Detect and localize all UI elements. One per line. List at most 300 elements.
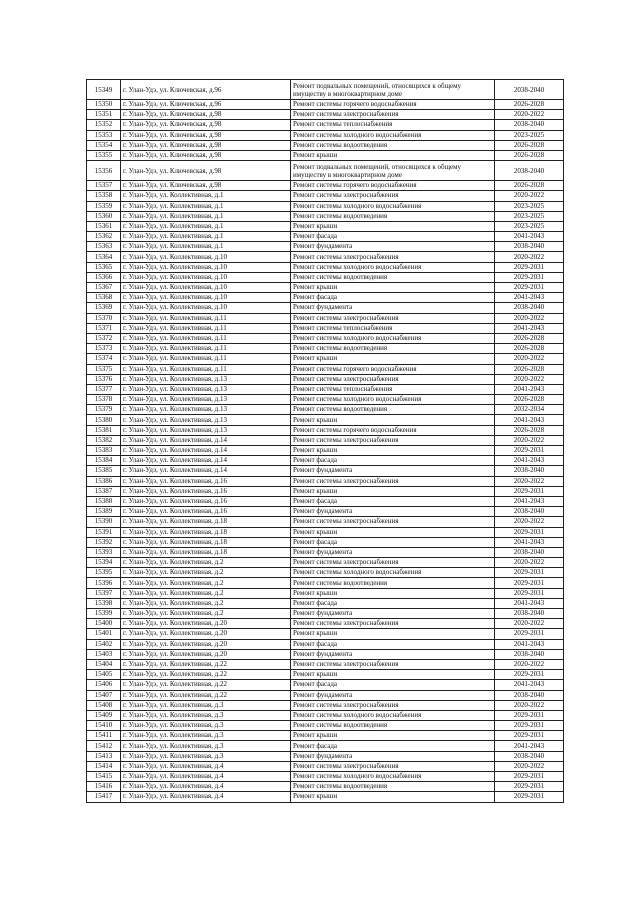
work-type-cell: Ремонт фундамента [291, 466, 495, 476]
table-row [87, 333, 564, 343]
period-cell: 2041-2043 [495, 496, 564, 506]
period-cell: 2023-2025 [495, 130, 564, 140]
work-type-cell: Ремонт крыши [291, 221, 495, 231]
table-row [87, 588, 564, 598]
period-cell: 2029-2031 [495, 731, 564, 741]
period-cell: 2029-2031 [495, 782, 564, 792]
work-type-cell: Ремонт системы электроснабжения [291, 619, 495, 629]
row-id-cell: 15357 [87, 181, 121, 191]
row-id-cell: 15370 [87, 313, 121, 323]
row-id-cell: 15407 [87, 690, 121, 700]
table-row [87, 323, 564, 333]
address-cell: г. Улан-Удэ, ул. Коллективная, д.3 [121, 741, 291, 751]
table-row [87, 476, 564, 486]
period-cell: 2041-2043 [495, 384, 564, 394]
address-cell: г. Улан-Удэ, ул. Коллективная, д.2 [121, 598, 291, 608]
work-type-cell: Ремонт фасада [291, 537, 495, 547]
work-type-cell: Ремонт системы холодного водоснабжения [291, 262, 495, 272]
table-row [87, 395, 564, 405]
work-type-cell: Ремонт системы водоотведения [291, 272, 495, 282]
row-id-cell: 15361 [87, 221, 121, 231]
address-cell: г. Улан-Удэ, ул. Коллективная, д.10 [121, 262, 291, 272]
period-cell: 2041-2043 [495, 293, 564, 303]
period-cell: 2029-2031 [495, 486, 564, 496]
address-cell: г. Улан-Удэ, ул. Коллективная, д.14 [121, 466, 291, 476]
table-row [87, 313, 564, 323]
address-cell: г. Улан-Удэ, ул. Коллективная, д.10 [121, 283, 291, 293]
address-cell: г. Улан-Удэ, ул. Ключевская, д.98 [121, 181, 291, 191]
table-row [87, 507, 564, 517]
row-id-cell: 15390 [87, 517, 121, 527]
table-row [87, 446, 564, 456]
row-id-cell: 15355 [87, 150, 121, 160]
table-row [87, 191, 564, 201]
row-id-cell: 15411 [87, 731, 121, 741]
work-type-cell: Ремонт крыши [291, 283, 495, 293]
work-type-cell: Ремонт системы электроснабжения [291, 517, 495, 527]
work-type-cell: Ремонт крыши [291, 150, 495, 160]
table-row [87, 211, 564, 221]
row-id-cell: 15350 [87, 100, 121, 110]
row-id-cell: 15402 [87, 639, 121, 649]
work-type-cell: Ремонт системы водоотведения [291, 405, 495, 415]
row-id-cell: 15358 [87, 191, 121, 201]
table-row [87, 741, 564, 751]
period-cell: 2026-2028 [495, 140, 564, 150]
row-id-cell: 15389 [87, 507, 121, 517]
work-type-cell: Ремонт фасада [291, 293, 495, 303]
period-cell: 2020-2022 [495, 558, 564, 568]
table-row [87, 609, 564, 619]
period-cell: 2026-2028 [495, 364, 564, 374]
address-cell: г. Улан-Удэ, ул. Коллективная, д.22 [121, 659, 291, 669]
period-cell: 2026-2028 [495, 344, 564, 354]
address-cell: г. Улан-Удэ, ул. Коллективная, д.1 [121, 191, 291, 201]
row-id-cell: 15354 [87, 140, 121, 150]
work-type-cell: Ремонт системы электроснабжения [291, 659, 495, 669]
row-id-cell: 15351 [87, 110, 121, 120]
row-id-cell: 15404 [87, 659, 121, 669]
work-type-cell: Ремонт крыши [291, 629, 495, 639]
address-cell: г. Улан-Удэ, ул. Ключевская, д.98 [121, 130, 291, 140]
table-row [87, 344, 564, 354]
table-row [87, 181, 564, 191]
address-cell: г. Улан-Удэ, ул. Ключевская, д.96 [121, 100, 291, 110]
address-cell: г. Улан-Удэ, ул. Коллективная, д.10 [121, 303, 291, 313]
row-id-cell: 15372 [87, 333, 121, 343]
period-cell: 2020-2022 [495, 374, 564, 384]
row-id-cell: 15384 [87, 456, 121, 466]
work-type-cell: Ремонт системы горячего водоснабжения [291, 364, 495, 374]
period-cell: 2020-2022 [495, 476, 564, 486]
row-id-cell: 15363 [87, 242, 121, 252]
work-type-cell: Ремонт системы холодного водоснабжения [291, 201, 495, 211]
period-cell: 2038-2040 [495, 547, 564, 557]
row-id-cell: 15356 [87, 161, 121, 181]
table-row [87, 272, 564, 282]
table-row [87, 80, 564, 100]
table-row [87, 120, 564, 130]
row-id-cell: 15412 [87, 741, 121, 751]
row-id-cell: 15377 [87, 384, 121, 394]
period-cell: 2041-2043 [495, 598, 564, 608]
table-row [87, 110, 564, 120]
work-type-cell: Ремонт крыши [291, 354, 495, 364]
row-id-cell: 15353 [87, 130, 121, 140]
period-cell: 2023-2025 [495, 221, 564, 231]
row-id-cell: 15393 [87, 547, 121, 557]
period-cell: 2029-2031 [495, 568, 564, 578]
work-type-cell: Ремонт фундамента [291, 751, 495, 761]
row-id-cell: 15413 [87, 751, 121, 761]
row-id-cell: 15416 [87, 782, 121, 792]
period-cell: 2020-2022 [495, 191, 564, 201]
work-type-cell: Ремонт системы водоотведения [291, 211, 495, 221]
row-id-cell: 15379 [87, 405, 121, 415]
address-cell: г. Улан-Удэ, ул. Коллективная, д.14 [121, 456, 291, 466]
table-row [87, 619, 564, 629]
table-row [87, 792, 564, 802]
table-row [87, 252, 564, 262]
address-cell: г. Улан-Удэ, ул. Коллективная, д.4 [121, 782, 291, 792]
row-id-cell: 15366 [87, 272, 121, 282]
period-cell: 2041-2043 [495, 537, 564, 547]
address-cell: г. Улан-Удэ, ул. Коллективная, д.2 [121, 588, 291, 598]
period-cell: 2023-2025 [495, 211, 564, 221]
table-row [87, 140, 564, 150]
period-cell: 2029-2031 [495, 446, 564, 456]
period-cell: 2038-2040 [495, 161, 564, 181]
table-row [87, 130, 564, 140]
period-cell: 2029-2031 [495, 283, 564, 293]
period-cell: 2038-2040 [495, 609, 564, 619]
table-row [87, 415, 564, 425]
period-cell: 2038-2040 [495, 649, 564, 659]
period-cell: 2023-2025 [495, 201, 564, 211]
table-row [87, 558, 564, 568]
work-type-cell: Ремонт системы холодного водоснабжения [291, 710, 495, 720]
work-type-cell: Ремонт системы электроснабжения [291, 313, 495, 323]
table-row [87, 639, 564, 649]
row-id-cell: 15376 [87, 374, 121, 384]
address-cell: г. Улан-Удэ, ул. Коллективная, д.11 [121, 344, 291, 354]
row-id-cell: 15391 [87, 527, 121, 537]
period-cell: 2038-2040 [495, 507, 564, 517]
work-type-cell: Ремонт фасада [291, 496, 495, 506]
row-id-cell: 15371 [87, 323, 121, 333]
address-cell: г. Улан-Удэ, ул. Коллективная, д.16 [121, 496, 291, 506]
row-id-cell: 15408 [87, 700, 121, 710]
period-cell: 2020-2022 [495, 517, 564, 527]
table-row [87, 466, 564, 476]
row-id-cell: 15375 [87, 364, 121, 374]
work-type-cell: Ремонт системы теплоснабжения [291, 384, 495, 394]
address-cell: г. Улан-Удэ, ул. Коллективная, д.1 [121, 211, 291, 221]
table-row [87, 731, 564, 741]
row-id-cell: 15385 [87, 466, 121, 476]
row-id-cell: 15398 [87, 598, 121, 608]
period-cell: 2020-2022 [495, 313, 564, 323]
period-cell: 2041-2043 [495, 639, 564, 649]
repair-schedule-table [86, 79, 564, 803]
period-cell: 2029-2031 [495, 527, 564, 537]
work-type-cell: Ремонт системы электроснабжения [291, 110, 495, 120]
period-cell: 2020-2022 [495, 354, 564, 364]
period-cell: 2020-2022 [495, 435, 564, 445]
address-cell: г. Улан-Удэ, ул. Коллективная, д.11 [121, 323, 291, 333]
work-type-cell: Ремонт системы холодного водоснабжения [291, 395, 495, 405]
period-cell: 2020-2022 [495, 700, 564, 710]
address-cell: г. Улан-Удэ, ул. Коллективная, д.4 [121, 761, 291, 771]
table-row [87, 537, 564, 547]
address-cell: г. Улан-Удэ, ул. Ключевская, д.98 [121, 150, 291, 160]
table-row [87, 547, 564, 557]
address-cell: г. Улан-Удэ, ул. Коллективная, д.20 [121, 629, 291, 639]
work-type-cell: Ремонт системы горячего водоснабжения [291, 425, 495, 435]
work-type-cell: Ремонт системы электроснабжения [291, 435, 495, 445]
address-cell: г. Улан-Удэ, ул. Коллективная, д.3 [121, 751, 291, 761]
period-cell: 2026-2028 [495, 150, 564, 160]
period-cell: 2041-2043 [495, 680, 564, 690]
row-id-cell: 15415 [87, 772, 121, 782]
period-cell: 2026-2028 [495, 395, 564, 405]
table-row [87, 751, 564, 761]
row-id-cell: 15374 [87, 354, 121, 364]
table-row [87, 517, 564, 527]
table-row [87, 629, 564, 639]
period-cell: 2041-2043 [495, 456, 564, 466]
address-cell: г. Улан-Удэ, ул. Коллективная, д.10 [121, 252, 291, 262]
table-row [87, 354, 564, 364]
table-row [87, 161, 564, 181]
table-row [87, 303, 564, 313]
table-row [87, 486, 564, 496]
row-id-cell: 15394 [87, 558, 121, 568]
row-id-cell: 15417 [87, 792, 121, 802]
period-cell: 2020-2022 [495, 252, 564, 262]
address-cell: г. Улан-Удэ, ул. Коллективная, д.11 [121, 364, 291, 374]
table-row [87, 578, 564, 588]
period-cell: 2038-2040 [495, 466, 564, 476]
period-cell: 2029-2031 [495, 578, 564, 588]
table-row [87, 659, 564, 669]
address-cell: г. Улан-Удэ, ул. Коллективная, д.10 [121, 272, 291, 282]
work-type-cell: Ремонт системы холодного водоснабжения [291, 568, 495, 578]
address-cell: г. Улан-Удэ, ул. Коллективная, д.2 [121, 609, 291, 619]
address-cell: г. Улан-Удэ, ул. Ключевская, д.98 [121, 161, 291, 181]
row-id-cell: 15383 [87, 446, 121, 456]
row-id-cell: 15349 [87, 80, 121, 100]
period-cell: 2038-2040 [495, 242, 564, 252]
address-cell: г. Улан-Удэ, ул. Ключевская, д.98 [121, 120, 291, 130]
row-id-cell: 15410 [87, 721, 121, 731]
address-cell: г. Улан-Удэ, ул. Коллективная, д.16 [121, 476, 291, 486]
address-cell: г. Улан-Удэ, ул. Коллективная, д.18 [121, 517, 291, 527]
period-cell: 2020-2022 [495, 659, 564, 669]
address-cell: г. Улан-Удэ, ул. Коллективная, д.2 [121, 568, 291, 578]
address-cell: г. Улан-Удэ, ул. Коллективная, д.1 [121, 242, 291, 252]
table-row [87, 405, 564, 415]
address-cell: г. Улан-Удэ, ул. Коллективная, д.13 [121, 415, 291, 425]
work-type-cell: Ремонт системы электроснабжения [291, 252, 495, 262]
address-cell: г. Улан-Удэ, ул. Коллективная, д.13 [121, 384, 291, 394]
period-cell: 2020-2022 [495, 761, 564, 771]
row-id-cell: 15368 [87, 293, 121, 303]
period-cell: 2029-2031 [495, 721, 564, 731]
address-cell: г. Улан-Удэ, ул. Коллективная, д.4 [121, 792, 291, 802]
work-type-cell: Ремонт системы водоотведения [291, 782, 495, 792]
period-cell: 2029-2031 [495, 792, 564, 802]
table-row [87, 690, 564, 700]
address-cell: г. Улан-Удэ, ул. Коллективная, д.1 [121, 221, 291, 231]
period-cell: 2029-2031 [495, 588, 564, 598]
period-cell: 2038-2040 [495, 690, 564, 700]
work-type-cell: Ремонт системы электроснабжения [291, 700, 495, 710]
work-type-cell: Ремонт системы холодного водоснабжения [291, 130, 495, 140]
work-type-cell: Ремонт фасада [291, 639, 495, 649]
row-id-cell: 15380 [87, 415, 121, 425]
table-row [87, 721, 564, 731]
table-row [87, 201, 564, 211]
work-type-cell: Ремонт фасада [291, 598, 495, 608]
address-cell: г. Улан-Удэ, ул. Коллективная, д.4 [121, 772, 291, 782]
table-row [87, 384, 564, 394]
row-id-cell: 15360 [87, 211, 121, 221]
address-cell: г. Улан-Удэ, ул. Коллективная, д.14 [121, 446, 291, 456]
work-type-cell: Ремонт крыши [291, 670, 495, 680]
period-cell: 2026-2028 [495, 333, 564, 343]
work-type-cell: Ремонт фундамента [291, 303, 495, 313]
work-type-cell: Ремонт системы электроснабжения [291, 191, 495, 201]
table-row [87, 496, 564, 506]
table-row [87, 649, 564, 659]
row-id-cell: 15362 [87, 232, 121, 242]
row-id-cell: 15396 [87, 578, 121, 588]
table-row [87, 364, 564, 374]
address-cell: г. Улан-Удэ, ул. Коллективная, д.13 [121, 374, 291, 384]
period-cell: 2029-2031 [495, 262, 564, 272]
row-id-cell: 15378 [87, 395, 121, 405]
address-cell: г. Улан-Удэ, ул. Ключевская, д.98 [121, 110, 291, 120]
row-id-cell: 15405 [87, 670, 121, 680]
work-type-cell: Ремонт крыши [291, 792, 495, 802]
row-id-cell: 15365 [87, 262, 121, 272]
table-row [87, 527, 564, 537]
address-cell: г. Улан-Удэ, ул. Коллективная, д.16 [121, 486, 291, 496]
address-cell: г. Улан-Удэ, ул. Коллективная, д.13 [121, 395, 291, 405]
table-row [87, 568, 564, 578]
work-type-cell: Ремонт крыши [291, 446, 495, 456]
row-id-cell: 15406 [87, 680, 121, 690]
address-cell: г. Улан-Удэ, ул. Коллективная, д.11 [121, 333, 291, 343]
row-id-cell: 15414 [87, 761, 121, 771]
work-type-cell: Ремонт фасада [291, 680, 495, 690]
row-id-cell: 15395 [87, 568, 121, 578]
work-type-cell: Ремонт фасада [291, 456, 495, 466]
row-id-cell: 15392 [87, 537, 121, 547]
table-row [87, 435, 564, 445]
address-cell: г. Улан-Удэ, ул. Коллективная, д.1 [121, 232, 291, 242]
table-body [87, 80, 564, 803]
period-cell: 2026-2028 [495, 425, 564, 435]
table-row [87, 374, 564, 384]
table-row [87, 293, 564, 303]
period-cell: 2020-2022 [495, 110, 564, 120]
table-row [87, 425, 564, 435]
address-cell: г. Улан-Удэ, ул. Коллективная, д.11 [121, 313, 291, 323]
row-id-cell: 15401 [87, 629, 121, 639]
table-row [87, 100, 564, 110]
address-cell: г. Улан-Удэ, ул. Коллективная, д.16 [121, 507, 291, 517]
work-type-cell: Ремонт фасада [291, 232, 495, 242]
work-type-cell: Ремонт крыши [291, 527, 495, 537]
table-row [87, 283, 564, 293]
work-type-cell: Ремонт фундамента [291, 547, 495, 557]
table-row [87, 150, 564, 160]
table-row [87, 670, 564, 680]
work-type-cell: Ремонт системы электроснабжения [291, 374, 495, 384]
period-cell: 2020-2022 [495, 619, 564, 629]
row-id-cell: 15399 [87, 609, 121, 619]
period-cell: 2029-2031 [495, 670, 564, 680]
address-cell: г. Улан-Удэ, ул. Коллективная, д.13 [121, 405, 291, 415]
table-row [87, 221, 564, 231]
period-cell: 2029-2031 [495, 629, 564, 639]
period-cell: 2026-2028 [495, 181, 564, 191]
work-type-cell: Ремонт подвальных помещений, относящихся к общему имуществу в многоквартирном доме [291, 80, 495, 100]
address-cell: г. Улан-Удэ, ул. Коллективная, д.22 [121, 670, 291, 680]
address-cell: г. Улан-Удэ, ул. Коллективная, д.2 [121, 558, 291, 568]
address-cell: г. Улан-Удэ, ул. Коллективная, д.20 [121, 639, 291, 649]
address-cell: г. Улан-Удэ, ул. Коллективная, д.18 [121, 537, 291, 547]
work-type-cell: Ремонт фундамента [291, 242, 495, 252]
period-cell: 2041-2043 [495, 415, 564, 425]
row-id-cell: 15387 [87, 486, 121, 496]
table-row [87, 232, 564, 242]
address-cell: г. Улан-Удэ, ул. Ключевская, д.98 [121, 140, 291, 150]
work-type-cell: Ремонт системы водоотведения [291, 140, 495, 150]
table-row [87, 262, 564, 272]
table-row [87, 242, 564, 252]
table-row [87, 700, 564, 710]
work-type-cell: Ремонт крыши [291, 588, 495, 598]
table-row [87, 598, 564, 608]
work-type-cell: Ремонт системы электроснабжения [291, 558, 495, 568]
address-cell: г. Улан-Удэ, ул. Коллективная, д.2 [121, 578, 291, 588]
period-cell: 2038-2040 [495, 80, 564, 100]
address-cell: г. Улан-Удэ, ул. Коллективная, д.22 [121, 690, 291, 700]
work-type-cell: Ремонт системы холодного водоснабжения [291, 333, 495, 343]
period-cell: 2032-2034 [495, 405, 564, 415]
work-type-cell: Ремонт подвальных помещений, относящихся к общему имуществу в многоквартирном доме [291, 161, 495, 181]
period-cell: 2038-2040 [495, 751, 564, 761]
work-type-cell: Ремонт крыши [291, 486, 495, 496]
table-row [87, 782, 564, 792]
work-type-cell: Ремонт системы водоотведения [291, 344, 495, 354]
work-type-cell: Ремонт системы горячего водоснабжения [291, 181, 495, 191]
row-id-cell: 15367 [87, 283, 121, 293]
row-id-cell: 15373 [87, 344, 121, 354]
period-cell: 2038-2040 [495, 120, 564, 130]
work-type-cell: Ремонт крыши [291, 415, 495, 425]
period-cell: 2041-2043 [495, 232, 564, 242]
work-type-cell: Ремонт системы электроснабжения [291, 761, 495, 771]
work-type-cell: Ремонт системы водоотведения [291, 721, 495, 731]
period-cell: 2041-2043 [495, 741, 564, 751]
row-id-cell: 15400 [87, 619, 121, 629]
row-id-cell: 15382 [87, 435, 121, 445]
table-row [87, 456, 564, 466]
